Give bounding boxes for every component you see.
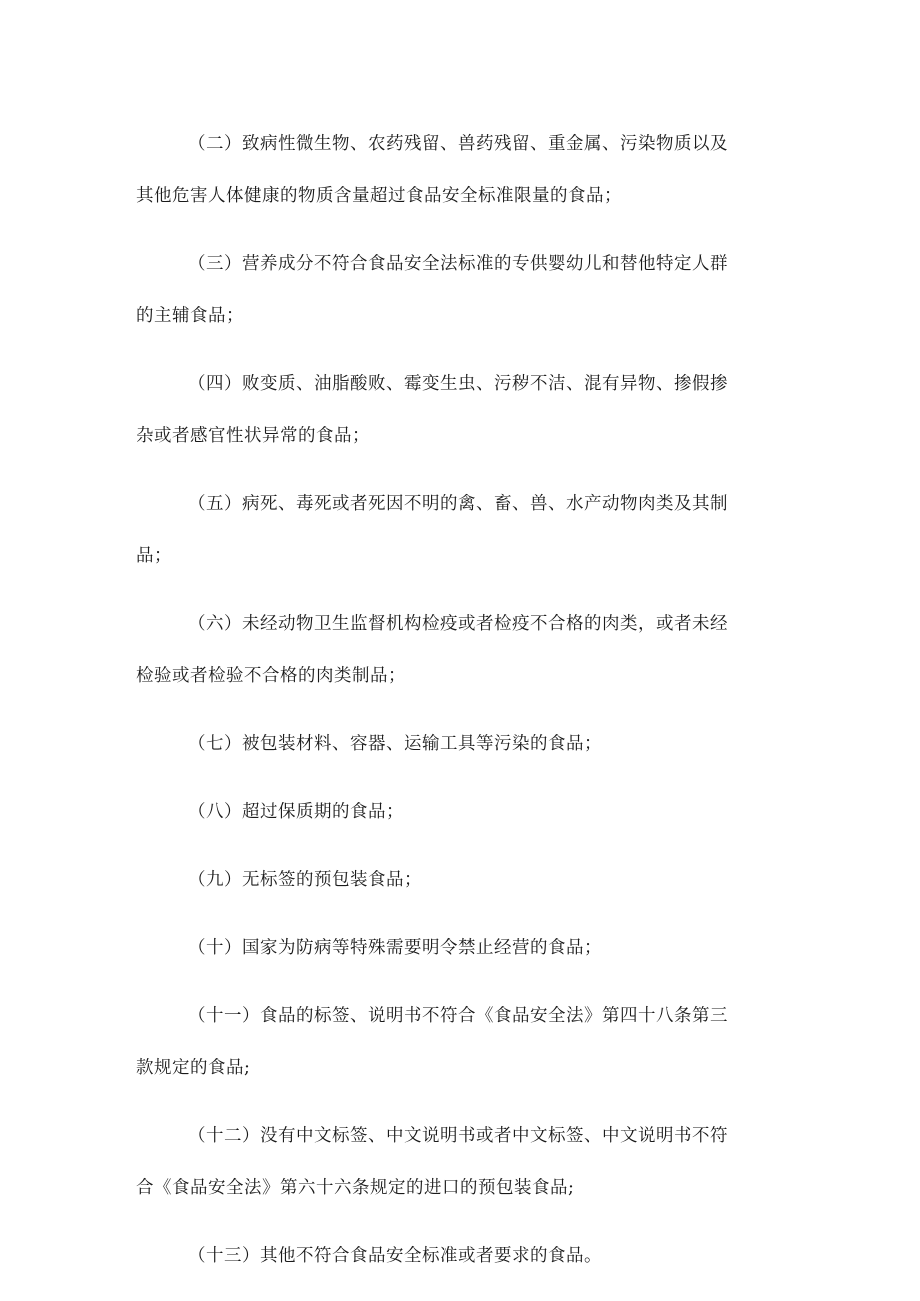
paragraph-item-3: （三）营养成分不符合食品安全法标准的专供婴幼儿和替他特定人群 的主辅食品； — [136, 254, 728, 326]
document-body — [136, 118, 796, 1298]
paragraph-item-9: （九）无标签的预包装食品； — [188, 870, 422, 890]
paragraph-item-4: （四）败变质、油脂酸败、霉变生虫、污秽不洁、混有异物、掺假掺 杂或者感官性状异常的食品； — [136, 374, 728, 446]
paragraph-item-8: （八）超过保质期的食品； — [188, 802, 404, 822]
paragraph-item-6: （六）未经动物卫生监督机构检疫或者检疫不合格的肉类，或者未经 检验或者检验不合格的肉类制品； — [136, 614, 728, 686]
paragraph-item-13: （十三）其他不符合食品安全标准或者要求的食品。 — [188, 1246, 602, 1266]
paragraph-item-5: （五）病死、毒死或者死因不明的禽、畜、兽、水产动物肉类及其制 品； — [136, 494, 728, 566]
paragraph-item-7: （七）被包装材料、容器、运输工具等污染的食品； — [188, 734, 602, 754]
paragraph-item-2: （二）致病性微生物、农药残留、兽药残留、重金属、污染物质以及 其他危害人体健康的物质含量超过食品安全标准限量的食品； — [136, 134, 728, 206]
paragraph-item-10: （十）国家为防病等特殊需要明令禁止经营的食品； — [188, 938, 602, 958]
paragraph-item-11: （十一）食品的标签、说明书不符合《食品安全法》第四十八条第三 款规定的食品; — [136, 1006, 728, 1078]
paragraph-item-12: （十二）没有中文标签、中文说明书或者中文标签、中文说明书不符 合《食品安全法》第六十六条规定的进口的预包装食品; — [136, 1126, 728, 1198]
